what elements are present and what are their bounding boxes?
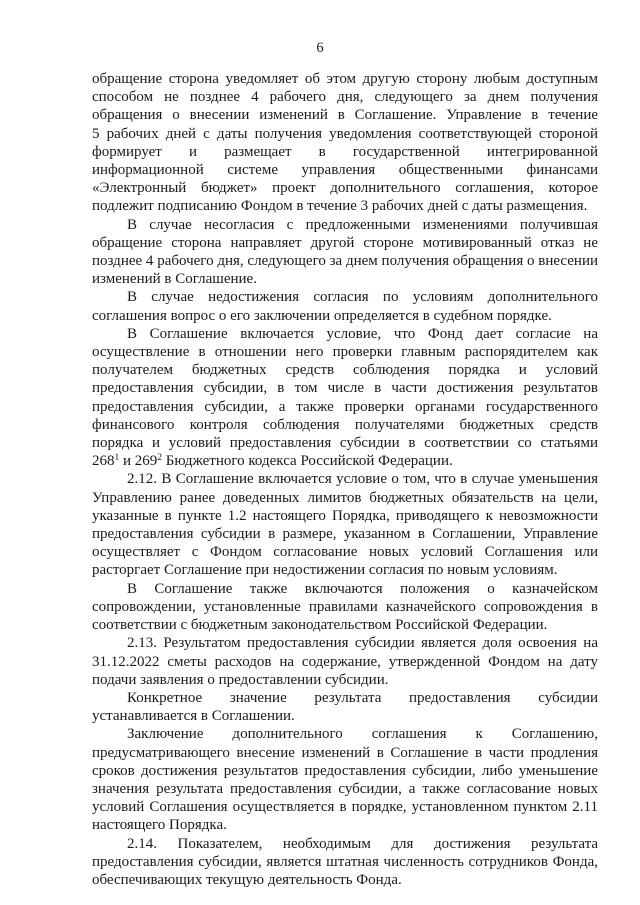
document-body [92, 70, 598, 889]
text-line: указанные в пункте 1.2 настоящего Порядка, приводящего к невозможности [92, 507, 598, 524]
text-line: обращение сторона уведомляет об этом другую сторону любым доступным [92, 71, 598, 87]
text-line: 2.12. В Соглашение включается условие о том, что в случае уменьшения [127, 471, 598, 488]
paragraph-4 [92, 325, 598, 471]
text-line: осуществление в отношении него проверки главным распорядителем как [92, 344, 598, 361]
text-line: обращения о внесении изменений в Соглашение. Управление в течение [92, 107, 598, 124]
text-line: соответствии с бюджетным законодательством Российской Федерации. [92, 617, 548, 634]
paragraph-6 [92, 580, 598, 635]
text-line-with-superscripts [92, 452, 598, 470]
paragraph-1 [92, 70, 598, 216]
text-line: изменений в Соглашение. [92, 271, 257, 288]
text-fragment: Бюджетного кодекса Российской Федерации. [162, 453, 453, 470]
article-number: и 269 [119, 453, 158, 470]
paragraph-5 [92, 470, 598, 579]
text-line: формирует и размещает в государственной интегрированной [92, 143, 598, 160]
text-line: Заключение дополнительного соглашения к Соглашению, [127, 726, 598, 743]
text-line: 2.14. Показателем, необходимым для достижения результата [127, 835, 598, 852]
text-line: обращение сторона направляет другой стороне мотивированный отказ не [92, 234, 598, 251]
text-line: устанавливается в Соглашении. [92, 708, 295, 725]
text-line: В Соглашение включается условие, что Фонд дает согласие на [127, 325, 598, 342]
text-line: сроков достижения результатов предоставления субсидии, либо уменьшение [92, 762, 598, 779]
paragraph-9 [92, 725, 598, 834]
text-line: подачи заявления о предоставлении субсидии. [92, 671, 389, 688]
text-line: 5 рабочих дней с даты получения уведомления соответствующей стороной [92, 125, 598, 142]
text-line: обеспечивающих текущую деятельность Фонда. [92, 871, 402, 888]
text-line: позднее 4 рабочего дня, следующего за днем получения обращения о внесении [92, 253, 598, 270]
text-line: 2.13. Результатом предоставления субсидии является доля освоения на [127, 635, 598, 652]
paragraph-7 [92, 634, 598, 689]
text-line: значения результата предоставления субсидии, а также согласование новых [92, 780, 598, 797]
text-line: В Соглашение также включаются положения о казначейском [127, 580, 598, 597]
text-line: информационной системе управления общественными финансами [92, 162, 598, 179]
text-line: способом не позднее 4 рабочего дня, следующего за днем получения [92, 89, 598, 106]
paragraph-2 [92, 216, 598, 289]
text-line: условий Соглашения осуществляется в порядке, установленном пунктом 2.11 [92, 799, 598, 816]
text-line: В случае недостижения согласия по условиям дополнительного [127, 289, 598, 306]
superscript: 2 [157, 453, 163, 464]
text-line: предоставления субсидии в размере, указанном в Соглашении, Управление [92, 526, 598, 543]
text-line: осуществляет с Фондом согласование новых условий Соглашения или [92, 544, 598, 561]
superscript: 1 [114, 453, 120, 464]
text-line: предоставления субсидии, а также проверки органами государственного [92, 398, 598, 415]
text-line: расторгает Соглашение при недостижении согласия по новым условиям. [92, 562, 558, 579]
paragraph-10 [92, 835, 598, 890]
paragraph-3 [92, 288, 598, 324]
text-line: В случае несогласия с предложенными изменениями получившая [127, 216, 598, 233]
text-line: Управлению ранее доведенных лимитов бюджетных обязательств на цели, [92, 489, 598, 506]
text-line: «Электронный бюджет» проект дополнительного соглашения, которое [92, 180, 598, 197]
article-number: 268 [92, 453, 115, 470]
text-line: порядка и условий предоставления субсидии в соответствии со статьями [92, 435, 598, 452]
text-line: Конкретное значение результата предоставления субсидии [127, 689, 598, 706]
paragraph-8 [92, 689, 598, 725]
text-line: сопровождении, установленные правилами казначейского сопровождения в [92, 598, 598, 615]
text-line: соглашения вопрос о его заключении определяется в судебном порядке. [92, 307, 552, 324]
text-line: финансового контроля соблюдения получателями бюджетных средств [92, 416, 598, 433]
text-line: подлежит подписанию Фондом в течение 3 рабочих дней с даты размещения. [92, 198, 588, 215]
text-line: настоящего Порядка. [92, 817, 227, 834]
text-line: получателем бюджетных средств соблюдения порядка и условий [92, 362, 598, 379]
text-line: 31.12.2022 сметы расходов на содержание, утвержденной Фондом на дату [92, 653, 598, 670]
text-line: предусматривающего внесение изменений в Соглашение в части продления [92, 744, 598, 761]
text-line: предоставления субсидии, является штатная численность сотрудников Фонда, [92, 853, 598, 870]
text-line: предоставления субсидии, в том числе в части достижения результатов [92, 380, 598, 397]
page-number: 6 [316, 40, 324, 56]
